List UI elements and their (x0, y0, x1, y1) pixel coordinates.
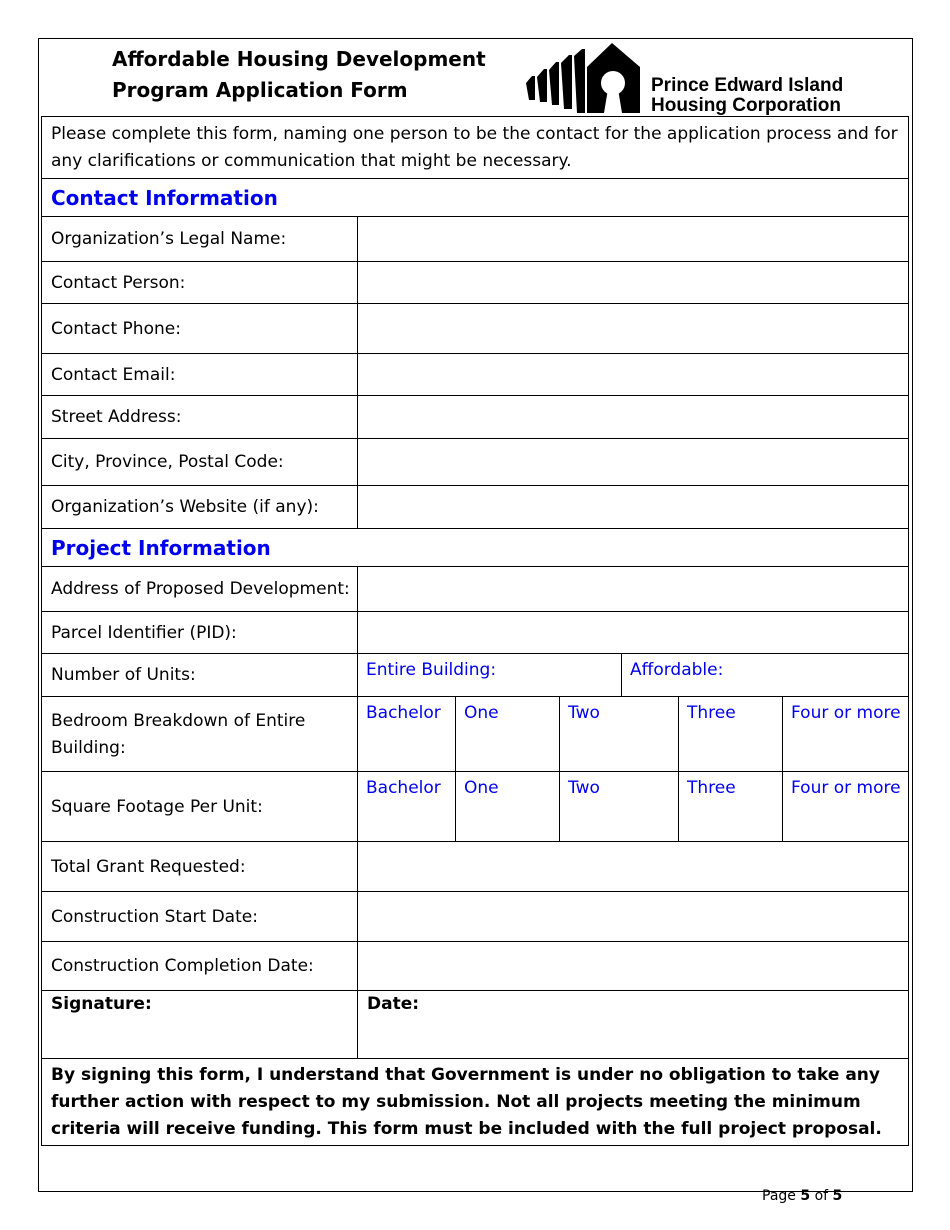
field-row-contact-email (42, 353, 908, 395)
page-number (762, 1188, 842, 1204)
bedroom-bachelor-input[interactable]: Bachelor (358, 697, 456, 771)
disclaimer-row (42, 1058, 908, 1145)
contact-person-input[interactable] (358, 262, 908, 303)
logo-building-2 (537, 69, 547, 102)
bedroom-values (358, 697, 908, 771)
field-row-city (42, 438, 908, 485)
field-row-grant (42, 841, 908, 891)
contact-heading-row (42, 178, 908, 216)
units-values (358, 654, 908, 696)
field-label: Contact Person: (42, 262, 358, 303)
intro-text: Please complete this form, naming one person to be the contact for the application process and for any clarifications or communication that might be necessary. (51, 124, 898, 171)
proposed-address-input[interactable] (358, 567, 908, 611)
sqft-bachelor-input[interactable]: Bachelor (358, 772, 456, 841)
logo-building-3 (549, 62, 559, 105)
signature-row (42, 990, 908, 1058)
sqft-two-input[interactable]: Two (560, 772, 679, 841)
field-label: Construction Start Date: (42, 892, 358, 941)
field-label: Number of Units: (42, 654, 358, 696)
field-row-legal-name (42, 216, 908, 261)
bedroom-three-input[interactable]: Three (679, 697, 783, 771)
sqft-values (358, 772, 908, 841)
field-label: Address of Proposed Development: (42, 567, 358, 611)
bedroom-one-input[interactable]: One (456, 697, 560, 771)
field-label: Organization’s Website (if any): (42, 486, 358, 528)
field-label: Bedroom Breakdown of Entire Building: (42, 697, 358, 771)
affordable-input[interactable]: Affordable: (630, 660, 724, 680)
contact-email-input[interactable] (358, 354, 908, 395)
completion-date-input[interactable] (358, 942, 908, 990)
field-label: Square Footage Per Unit: (42, 772, 358, 841)
title-line-2: Program Application Form (112, 78, 408, 102)
page-current: 5 (800, 1188, 811, 1204)
field-row-start-date (42, 891, 908, 941)
field-row-completion-date (42, 941, 908, 990)
grant-requested-input[interactable] (358, 842, 908, 891)
street-address-input[interactable] (358, 396, 908, 438)
logo-building-4 (561, 55, 572, 109)
org-line-2: Housing Corporation (651, 95, 841, 116)
project-section-heading: Project Information (51, 535, 271, 560)
title-line-1: Affordable Housing Development (112, 47, 486, 71)
sqft-four-plus-input[interactable]: Four or more (791, 778, 901, 798)
start-date-input[interactable] (358, 892, 908, 941)
disclaimer-text: By signing this form, I understand that Government is under no obligation to take any further action with respect to my submission. Not all projects meeting the minimum criteria will receive funding. This form must be included with the full project proposal. (51, 1065, 882, 1139)
field-label: Contact Phone: (42, 304, 358, 353)
logo-building-5 (574, 49, 585, 113)
field-row-pid (42, 611, 908, 653)
project-heading-row (42, 528, 908, 566)
signature-field[interactable]: Signature: (42, 991, 358, 1058)
form-title (112, 44, 486, 106)
application-form (41, 116, 909, 1146)
sqft-three-input[interactable]: Three (679, 772, 783, 841)
field-row-units (42, 653, 908, 696)
field-row-website (42, 485, 908, 528)
field-row-square-footage (42, 771, 908, 841)
field-label: Street Address: (42, 396, 358, 438)
bedroom-four-plus-input[interactable]: Four or more (791, 703, 901, 723)
entire-building-input[interactable]: Entire Building: (358, 654, 622, 696)
page-of: of (814, 1188, 829, 1204)
sqft-one-input[interactable]: One (456, 772, 560, 841)
contact-phone-input[interactable] (358, 304, 908, 353)
field-label: City, Province, Postal Code: (42, 439, 358, 485)
field-row-bedroom-breakdown (42, 696, 908, 771)
field-label: Construction Completion Date: (42, 942, 358, 990)
organization-name (651, 76, 843, 116)
website-input[interactable] (358, 486, 908, 528)
logo-building-1 (526, 76, 535, 100)
city-province-postal-input[interactable] (358, 439, 908, 485)
date-field[interactable]: Date: (367, 994, 420, 1014)
page-word: Page (762, 1188, 796, 1204)
page-total: 5 (832, 1188, 843, 1204)
field-label: Parcel Identifier (PID): (42, 612, 358, 653)
legal-name-input[interactable] (358, 217, 908, 261)
bedroom-two-input[interactable]: Two (560, 697, 679, 771)
field-row-address-proposed (42, 566, 908, 611)
field-row-contact-phone (42, 303, 908, 353)
field-label: Total Grant Requested: (42, 842, 358, 891)
pid-input[interactable] (358, 612, 908, 653)
field-label: Contact Email: (42, 354, 358, 395)
org-line-1: Prince Edward Island (651, 75, 844, 96)
field-row-contact-person (42, 261, 908, 303)
intro-row (42, 117, 908, 178)
field-row-street-address (42, 395, 908, 438)
contact-section-heading: Contact Information (51, 185, 278, 210)
field-label: Organization’s Legal Name: (42, 217, 358, 261)
